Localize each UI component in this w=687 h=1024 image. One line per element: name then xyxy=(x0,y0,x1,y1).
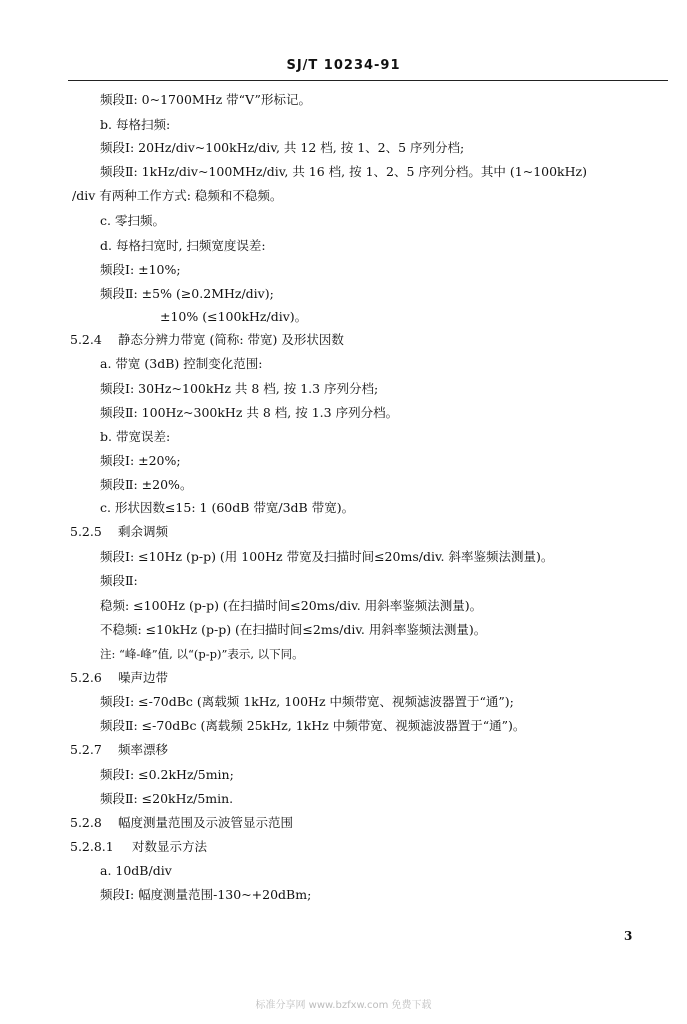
text-line: c. 形状因数≤15: 1 (60dB 带宽/3dB 带宽)。 xyxy=(100,500,355,515)
text-line: 频段Ⅰ: 30Hz~100kHz 共 8 档, 按 1.3 序列分档; xyxy=(100,381,379,396)
text-line: c. 零扫频。 xyxy=(100,213,165,228)
text-line: ±10% (≤100kHz/div)。 xyxy=(160,309,308,324)
text-line: b. 每格扫频: xyxy=(100,117,171,132)
text-line: 不稳频: ≤10kHz (p-p) (在扫描时间≤2ms/div. 用斜率鉴频法测量)。 xyxy=(100,622,487,637)
section-heading: 对数显示方法 xyxy=(132,839,208,854)
text-line: 频段Ⅰ: ≤10Hz (p-p) (用 100Hz 带宽及扫描时间≤20ms/div. 斜率鉴频法测量)。 xyxy=(100,549,554,564)
text-line: d. 每格扫宽时, 扫频宽度误差: xyxy=(100,238,266,253)
section-heading: 静态分辨力带宽 (简称: 带宽) 及形状因数 xyxy=(118,332,344,347)
text-line: 频段Ⅰ: ≤0.2kHz/5min; xyxy=(100,767,234,782)
text-line: 频段Ⅱ: 1kHz/div~100MHz/div, 共 16 档, 按 1、2、5 序列分档。其中 (1~100kHz) xyxy=(100,164,588,179)
text-line: a. 带宽 (3dB) 控制变化范围: xyxy=(100,356,263,371)
section-heading: 频率漂移 xyxy=(118,742,169,757)
text-line: 频段Ⅱ: xyxy=(100,573,138,588)
section-number: 5.2.8 xyxy=(70,815,102,830)
text-line: 频段Ⅰ: 幅度测量范围-130~+20dBm; xyxy=(100,887,312,902)
section-number: 5.2.5 xyxy=(70,524,102,539)
text-line: 频段Ⅱ: 0~1700MHz 带“V”形标记。 xyxy=(100,92,311,107)
section-number: 5.2.4 xyxy=(70,332,102,347)
section-heading: 噪声边带 xyxy=(118,670,169,685)
section-number: 5.2.6 xyxy=(70,670,102,685)
text-line: 频段Ⅰ: 20Hz/div~100kHz/div, 共 12 档, 按 1、2、5 序列分档; xyxy=(100,140,465,155)
header-rule xyxy=(68,80,668,81)
text-line: 频段Ⅰ: ±20%; xyxy=(100,453,181,468)
text-line: 频段Ⅰ: ±10%; xyxy=(100,262,181,277)
note-line: 注: “峰-峰”值, 以“(p-p)”表示, 以下同。 xyxy=(100,647,304,661)
text-line: 频段Ⅱ: ≤-70dBc (离载频 25kHz, 1kHz 中频带宽、视频滤波器置于“通”)。 xyxy=(100,718,526,733)
section-heading: 剩余调频 xyxy=(118,524,169,539)
section-number: 5.2.8.1 xyxy=(70,839,114,854)
watermark-footer: 标准分享网 www.bzfxw.com 免费下载 xyxy=(255,1000,432,1011)
text-line: a. 10dB/div xyxy=(100,863,172,878)
text-line: /div 有两种工作方式: 稳频和不稳频。 xyxy=(72,188,283,203)
text-line: 频段Ⅰ: ≤-70dBc (离载频 1kHz, 100Hz 中频带宽、视频滤波器置于“通”); xyxy=(100,694,514,709)
text-line: 稳频: ≤100Hz (p-p) (在扫描时间≤20ms/div. 用斜率鉴频法测量)。 xyxy=(100,598,483,613)
text-line: 频段Ⅱ: ±20%。 xyxy=(100,477,193,492)
standard-number-header: SJ/T 10234-91 xyxy=(286,58,401,73)
text-line: 频段Ⅱ: ±5% (≥0.2MHz/div); xyxy=(100,286,274,301)
section-heading: 幅度测量范围及示波管显示范围 xyxy=(118,815,294,830)
text-line: 频段Ⅱ: 100Hz~300kHz 共 8 档, 按 1.3 序列分档。 xyxy=(100,405,399,420)
text-line: b. 带宽误差: xyxy=(100,429,171,444)
text-line: 频段Ⅱ: ≤20kHz/5min. xyxy=(100,791,234,806)
page-number: 3 xyxy=(624,929,633,943)
section-number: 5.2.7 xyxy=(70,742,102,757)
